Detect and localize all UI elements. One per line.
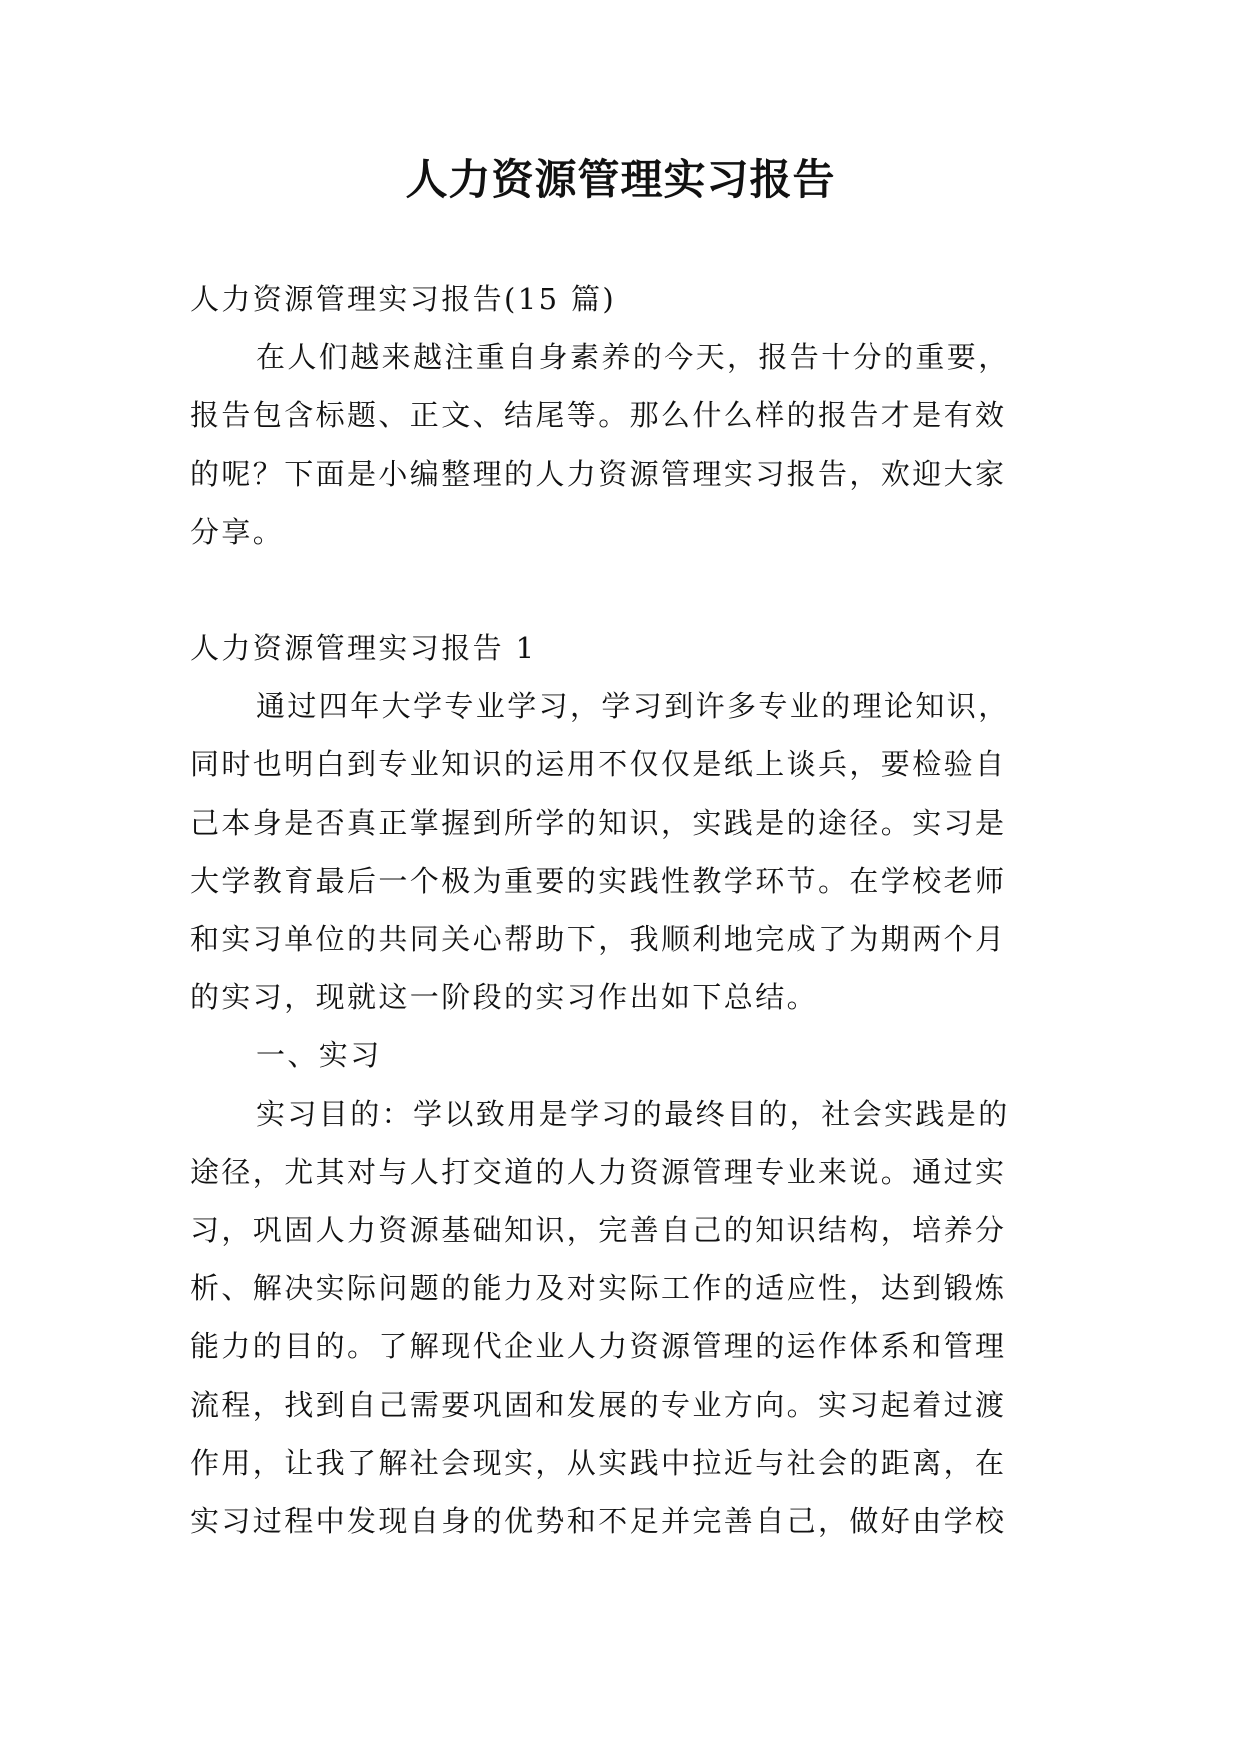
paragraph-line: 和实习单位的共同关心帮助下，我顺利地完成了为期两个月 <box>190 922 1007 957</box>
intro-line: 分享。 <box>190 514 285 549</box>
paragraph-line: 通过四年大学专业学习，学习到许多专业的理论知识， <box>256 689 1010 724</box>
paragraph-line: 实习目的：学以致用是学习的最终目的，社会实践是的 <box>256 1096 1010 1131</box>
paragraph-line: 己本身是否真正掌握到所学的知识，实践是的途径。实习是 <box>190 805 1007 840</box>
paragraph-line: 流程，找到自己需要巩固和发展的专业方向。实习起着过渡 <box>190 1387 1007 1422</box>
document-title: 人力资源管理实习报告 <box>405 155 836 204</box>
paragraph-line: 的实习，现就这一阶段的实习作出如下总结。 <box>190 980 819 1015</box>
paragraph-line: 析、解决实际问题的能力及对实际工作的适应性，达到锻炼 <box>190 1271 1007 1306</box>
paragraph-line: 习，巩固人力资源基础知识，完善自己的知识结构，培养分 <box>190 1213 1007 1248</box>
document-subtitle: 人力资源管理实习报告(15 篇) <box>190 282 617 316</box>
paragraph-spacer <box>190 561 1060 619</box>
paragraph-line: 实习过程中发现自身的优势和不足并完善自己，做好由学校 <box>190 1504 1007 1539</box>
document-body <box>190 270 1060 1550</box>
paragraph-line: 途径，尤其对与人打交道的人力资源管理专业来说。通过实 <box>190 1154 1007 1189</box>
paragraph-line: 作用，让我了解社会现实，从实践中拉近与社会的距离，在 <box>190 1445 1007 1480</box>
paragraph-line: 能力的目的。了解现代企业人力资源管理的运作体系和管理 <box>190 1329 1007 1364</box>
section-heading: 人力资源管理实习报告 1 <box>190 631 537 666</box>
intro-line: 的呢？下面是小编整理的人力资源管理实习报告，欢迎大家 <box>190 456 1007 491</box>
paragraph-line: 大学教育最后一个极为重要的实践性教学环节。在学校老师 <box>190 863 1007 898</box>
paragraph-line: 同时也明白到专业知识的运用不仅仅是纸上谈兵，要检验自 <box>190 747 1007 782</box>
intro-line: 在人们越来越注重自身素养的今天，报告十分的重要， <box>256 340 1010 375</box>
subsection-heading: 一、实习 <box>256 1038 382 1073</box>
intro-line: 报告包含标题、正文、结尾等。那么什么样的报告才是有效 <box>190 398 1007 433</box>
